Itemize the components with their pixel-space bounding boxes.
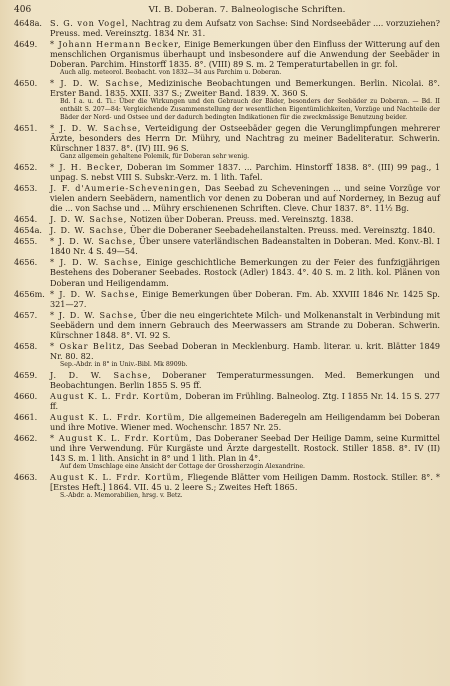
bibliography-entry xyxy=(14,78,440,122)
entry-author: * J. H. Becker, xyxy=(50,162,124,173)
entry-title: Doberan im Frühling. Balneolog. Ztg. I 1855 Nr. 14. 15 S. 277 ff. xyxy=(50,390,441,411)
entry-text xyxy=(50,370,440,390)
entry-text xyxy=(50,412,440,432)
entry-author: * August K. L. Frdr. Kortüm, xyxy=(50,432,193,443)
entry-text xyxy=(50,433,440,471)
bibliography-entry xyxy=(14,123,440,161)
bibliography-entry xyxy=(14,183,440,213)
entry-number: 4661. xyxy=(14,411,38,422)
entry-author: August K. L. Frdr. Kortüm, xyxy=(50,411,186,422)
entry-author: * J. D. W. Sachse, xyxy=(50,257,143,268)
entry-text xyxy=(50,257,440,287)
entry-text xyxy=(50,214,440,224)
entry-number: 4656. xyxy=(14,257,38,268)
entry-title: Das Seebad zu Scheveningen ... und seine Vorzüge vor vielen andern Seebädern, namentlich vor denen zu Doberan und auf Norderney, in Bezug auf die ... von Sachse und ... Mühry erschienenen Schriften. Cleve. Chur 1837. 8°. 11½ Bg. xyxy=(50,183,440,214)
entry-number: 4648a. xyxy=(14,18,42,28)
bibliography-entry xyxy=(14,289,440,309)
entry-author: August K. L. Frdr. Kortüm, xyxy=(50,472,185,483)
entry-author: J. D. W. Sachse, xyxy=(50,369,152,380)
entry-title: Über die Doberaner Seebadeheilanstalten. Preuss. med. Vereinsztg. 1840. xyxy=(127,225,436,236)
entry-text xyxy=(50,225,440,235)
entry-text xyxy=(50,289,440,309)
entry-author: J. D. W. Sachse, xyxy=(50,214,128,225)
entry-text xyxy=(50,18,440,38)
entry-text xyxy=(50,183,440,213)
page-number: 406 xyxy=(14,5,32,15)
entry-title: Einige Bemerkungen über den Einfluss der Witterung auf den menschlichen Organismus überhaupt und insbesondere auf die Anwendung der Seebäder in Doberan. Parchim. Hinstorff 1835. 8°. (VIII) 89 S. m. 2 Temperaturtabellen in gr. fol. xyxy=(50,39,441,70)
entry-note: Ganz allgemein gehaltene Polemik, für Doberan sehr wenig. xyxy=(60,153,250,161)
entry-title: Die allgemeinen Baderegeln am Heiligendamm bei Doberan und ihre Motive. Wiener med. Wochenschr. 1857 Nr. 25. xyxy=(50,411,440,432)
entry-author: * J. D. W. Sachse, xyxy=(50,236,137,247)
page-header xyxy=(14,4,440,18)
entry-text xyxy=(50,123,440,161)
entry-author: * Oskar Belitz, xyxy=(50,340,126,351)
bibliography-list xyxy=(14,18,440,501)
entry-title: Verteidigung der Ostseebäder gegen die Verunglimpfungen mehrerer Ärzte, besonders des Herrn Dr. Mühry, und Nachtrag zu meiner Badeliteratur. Schwerin. Kürschner 1837. 8°. (IV) III. 96 S. xyxy=(50,122,440,154)
entry-number: 4649. xyxy=(14,39,38,50)
entry-title: Doberaner Temperaturmessungen. Med. Bemerkungen und Beobachtungen. Berlin 1855 S. 95 ff. xyxy=(50,369,440,390)
bibliography-entry xyxy=(14,214,440,224)
bibliography-entry xyxy=(14,472,440,500)
entry-text xyxy=(50,341,440,369)
bibliography-entry xyxy=(14,391,440,411)
entry-number: 4653. xyxy=(14,183,38,194)
entry-number: 4658. xyxy=(14,340,38,351)
entry-number: 4659. xyxy=(14,369,38,380)
entry-number: 4660. xyxy=(14,390,38,401)
entry-note: Auf dem Umschlage eine Ansicht der Cottage der Grossherzogin Alexandrine. xyxy=(60,463,305,471)
entry-text xyxy=(50,391,440,411)
entry-title: Nachtrag zu dem Aufsatz von Sachse: Sind Nordseebäder .... vorzuziehen? Preuss. med. Vereinsztg. 1834 Nr. 31. xyxy=(50,18,440,39)
bibliography-entry xyxy=(14,341,440,369)
entry-title: Einige geschichtliche Bemerkungen zu der Feier des funfzigjährigen Bestehens des Doberaner Seebades. Rostock (Adler) 1843. 4°. 40 S. m. 2 lith. kol. Plänen von Doberan und Heiligendamm. xyxy=(50,257,440,288)
entry-text xyxy=(50,78,440,122)
entry-number: 4656m. xyxy=(14,288,45,299)
entry-title: Medizinische Beobachtungen und Bemerkungen. Berlin. Nicolai. 8°. Erster Band. 1835. XXII. 337 S.; Zweiter Band. 1839. X. 360 S. xyxy=(50,78,440,99)
entry-text xyxy=(50,472,440,500)
entry-author: August K. L. Frdr. Kortüm, xyxy=(50,390,183,401)
entry-text xyxy=(50,39,440,77)
entry-author: * J. D. W. Sachse, xyxy=(50,309,138,320)
bibliography-entry xyxy=(14,18,440,38)
bibliography-entry xyxy=(14,412,440,432)
entry-note: Bd. I a. u. d. Ti.: Über die Wirkungen und den Gebrauch der Bäder, besonders der Seebäder zu Doberan. — Bd. II enthält S. 207—84: Vergleichende Zusammenstellung der wesentlichen Eigentümlichkeiten, Vorzüge und Nachteile der Bäder der Nord- und Ostsee und der dadurch bedingten Indikationen für die zweckmässige Benutzung beider. xyxy=(60,98,440,122)
bibliography-entry xyxy=(14,310,440,340)
entry-text xyxy=(50,162,440,182)
entry-number: 4652. xyxy=(14,162,38,173)
entry-number: 4657. xyxy=(14,309,38,320)
bibliography-entry xyxy=(14,236,440,256)
entry-title: Das Seebad Doberan in Mecklenburg. Hamb. literar. u. krit. Blätter 1849 Nr. 80. 82. xyxy=(50,340,440,361)
entry-note: S.-Abdr. a. Memorabilien, hrsg. v. Betz. xyxy=(60,492,183,500)
entry-author: S. G. von Vogel, xyxy=(50,18,129,28)
entry-author: * J. D. W. Sachse, xyxy=(50,122,142,133)
entry-title: Fliegende Blätter vom Heiligen Damm. Rostock. Stiller. 8°. *[Erstes Heft.] 1864. VII. 45 u. 2 leere S.; Zweites Heft 1865. xyxy=(50,472,440,493)
entry-author: * Johann Hermann Becker, xyxy=(50,39,182,50)
entry-number: 4650. xyxy=(14,78,38,89)
entry-title: Das Doberaner Seebad Der Heilige Damm, seine Kurmittel und ihre Verwendung. Für Kurgäste und Ärzte dargestellt. Rostock. Stiller 1858. 8°. IV (II) 143 S. m. 1 lith. Ansicht in 8° und 1 lith. Plan in 4°. xyxy=(50,432,440,464)
entry-author: * J. D. W. Sachse, xyxy=(50,78,144,89)
entry-title: Notizen über Doberan. Preuss. med. Vereinsztg. 1838. xyxy=(127,214,354,225)
entry-note: Sep.-Abdr. in 8° in Univ.-Bibl. Mk 8909b. xyxy=(60,360,188,368)
entry-number: 4663. xyxy=(14,472,38,483)
entry-author: J. D. W. Sachse, xyxy=(50,225,128,236)
entry-number: 4655. xyxy=(14,236,38,247)
entry-text xyxy=(50,236,440,256)
entry-author: * J. D. W. Sachse, xyxy=(50,288,139,299)
entry-number: 4654. xyxy=(14,214,38,225)
bibliography-entry xyxy=(14,225,440,235)
entry-number: 4651. xyxy=(14,122,38,133)
bibliography-entry xyxy=(14,39,440,77)
entry-number: 4662. xyxy=(14,432,38,443)
entry-title: Einige Bemerkungen über Doberan. Fm. Ab. XXVIII 1846 Nr. 1425 Sp. 321—27. xyxy=(50,288,440,309)
entry-author: J. F. d'Aumerie-Scheveningen, xyxy=(50,183,202,194)
entry-number: 4654a. xyxy=(14,225,42,236)
entry-title: Über unsere vaterländischen Badeanstalten in Doberan. Med. Konv.-Bl. I 1840 Nr. 4 S. 49—54. xyxy=(50,236,440,257)
bibliography-entry xyxy=(14,162,440,182)
bibliography-entry xyxy=(14,433,440,471)
entry-title: Über die neu eingerichtete Milch- und Molkenanstalt in Verbindung mit Seebädern und dem innern Gebrauch des Meerwassers am Strande zu Doberan. Schwerin. Kürschner 1848. 8°. VI. 92 S. xyxy=(50,309,441,340)
entry-title: Doberan im Sommer 1837. ... Parchim. Hinstorff 1838. 8°. (III) 99 pag., 1 unpag. S. nebst VIII S. Subskr.-Verz. m. 1 lith. Tafel. xyxy=(50,162,440,183)
running-title: VI. B. Doberan. 7. Balneologische Schriften. xyxy=(148,5,346,15)
bibliography-entry xyxy=(14,257,440,287)
entry-text xyxy=(50,310,440,340)
bibliography-entry xyxy=(14,370,440,390)
entry-note: Auch allg. meteorol. Beobacht. von 1832—34 aus Parchim u. Doberan. xyxy=(60,69,282,77)
